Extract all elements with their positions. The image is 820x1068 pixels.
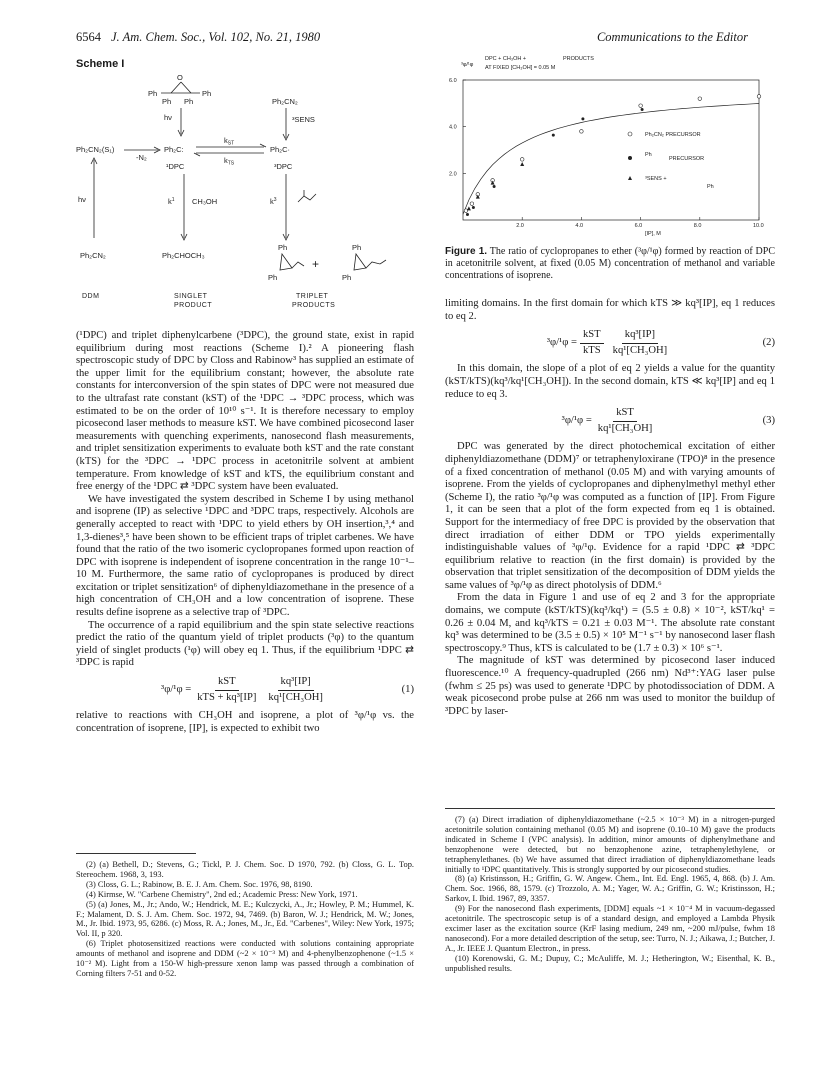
paragraph: We have investigated the system described in Scheme I by using methanol and isoprene (IP) as selective ¹DPC and ³DPC traps, respectively. Alcohols are generally accepted to react with ¹DPC to yield ethers by OH insertion,³,⁴ and 1,3-dienes³,⁵ have been shown to be efficient traps of triplet carbenes. We have found that the ratio of the two isomeric cyclopropanes formed upon reaction of DPC with isoprene is independent of isoprene concentration in the range 10⁻¹–10 M. Furthermore, the same ratio of cyclopropanes is produced by direct excitation or triplet sensitization⁶ of diphenyldiazomethane in the presence of a high concentration of CH₃OH and a low concentration of isoprene. These results define isoprene as a selective trap of ³DPC.	[76, 493, 414, 619]
x-tick-label: 2.0	[516, 223, 524, 229]
legend-line-1: DPC + CH₃OH +	[485, 56, 527, 62]
data-point-tpo	[552, 134, 555, 137]
scheme-text: $k^3$	[270, 197, 277, 206]
data-point-ph2cn2	[698, 97, 702, 101]
x-tick-label: 6.0	[634, 223, 643, 229]
key-label: Ph₂CN₂ PRECURSOR	[645, 132, 701, 138]
equation-number: (1)	[401, 683, 414, 695]
scheme-text: Ph	[352, 243, 362, 252]
paragraph: limiting domains. In the first domain for which kTS ≫ kq³[IP], eq 1 reduces to eq 2.	[445, 298, 775, 322]
eq-num: kST	[613, 407, 637, 422]
caption-label: Figure 1.	[445, 246, 488, 257]
y-axis-label: ³φ/¹φ	[461, 62, 474, 68]
footnote-rule	[445, 808, 775, 809]
data-point-sens	[520, 162, 524, 166]
data-point-ph2cn2	[580, 130, 584, 134]
scheme-text: Ph	[148, 89, 158, 98]
fit-curve	[463, 104, 759, 215]
data-point-ph2cn2	[639, 104, 643, 108]
eq-num: kq³[IP]	[278, 676, 314, 691]
eq-num: kq³[IP]	[622, 329, 658, 344]
scheme-text: hν	[164, 113, 172, 122]
legend-line-2: AT FIXED [CH₃OH] = 0.05 M	[485, 65, 556, 71]
scheme-text: Ph₂CHOCH₃	[162, 251, 205, 260]
data-point-ph2cn2	[520, 158, 524, 162]
paragraph: The magnitude of kST was determined by picosecond laser induced fluorescence.¹⁰ A frequency-quadrupled (266 nm) Nd³⁺:YAG laser pulse (fwhm ≤ 25 ps) was used to generate ¹DPC by photodissociation of DDM. A weak picosecond probe pulse at 266 nm was used to monitor the buildup of ³DPC by laser-	[445, 655, 775, 717]
cyclopropane-icon	[280, 254, 292, 270]
scheme-text: PRODUCTS	[292, 302, 336, 309]
data-point-tpo	[641, 108, 644, 111]
scheme-text: Ph	[278, 243, 288, 252]
scheme-text: Ph	[342, 273, 352, 282]
footnote-rule	[76, 853, 196, 854]
plot-frame	[463, 80, 759, 220]
caption-text: The ratio of cyclopropanes to ether (³φ/¹φ) formed by reaction of DPC in acetonitrile solvent, at fixed (0.05 M) concentration of methanol and variable concentrations of isoprene.	[445, 246, 775, 281]
eq-den: kq¹[CH₃OH]	[268, 691, 323, 703]
eq-num: kST	[215, 676, 239, 691]
footnotes-right	[445, 815, 775, 974]
x-tick-label: 8.0	[693, 223, 702, 229]
key-marker-filled	[628, 156, 632, 160]
scheme-text: CH₃OH	[192, 197, 218, 206]
paragraph: The occurrence of a rapid equilibrium and the spin state selective reactions predict the ratio of the quantum yield of triplet products (³φ) to the quantum yield of singlet products (¹φ) will obey eq 1. Thus, if the equilibrium ¹DPC ⇄ ³DPC is rapid	[76, 619, 414, 669]
eq-den: kq¹[CH₃OH]	[597, 422, 653, 434]
cyclopropane-icon	[354, 254, 366, 270]
eq-den: kTS	[582, 344, 601, 356]
x-tick-label: 4.0	[575, 223, 584, 229]
section-title: Communications to the Editor	[596, 30, 748, 44]
scheme-text: ³DPC	[274, 162, 293, 171]
footnote: (10) Korenowski, G. M.; Dupuy, C.; McAuliffe, M. J.; Hetherington, W.; Eisenthal, K. B., unpublished results.	[445, 953, 775, 973]
scheme-text: Ph₂CN₂	[272, 97, 298, 106]
eq-lhs: ³φ/¹φ =	[561, 414, 592, 426]
paragraph: DPC was generated by the direct photochemical excitation of either diphenyldiazomethane (DDM)⁷ or tetraphenyloxirane (TPO)⁸ in the presence of a fixed concentration of methanol (0.05 M) and with varying amounts of isoprene. From the yields of cyclopropanes and diphenylmethyl methyl ether (Scheme I), the ratio ³φ/¹φ was computed as a function of [IP]. From Figure 1, it can be seen that a plot of the form expected from eq 1 is obtained. Support for the intermediacy of free DPC is provided by the observation that direct irradiation of either DDM or TPO yields experimentally indistinguishable values of ³φ/¹φ. Evidence for a rapid ¹DPC ⇄ ³DPC equilibrium relative to reaction (in the first domain) is provided by the observation that triplet sensitization of the decomposition of DDM yields the same values of ³φ/¹φ as direct photolysis of DDM.⁶	[445, 441, 775, 591]
right-column	[445, 298, 775, 718]
scheme-text: hν	[78, 195, 86, 204]
key-label: PRECURSOR	[669, 156, 705, 162]
reaction-scheme	[76, 70, 414, 320]
equation-number: (2)	[762, 336, 775, 348]
scheme-text: +	[312, 257, 320, 271]
key-label: Ph	[645, 152, 652, 158]
data-point-ph2cn2	[464, 209, 468, 213]
data-point-tpo	[493, 185, 496, 188]
footnote: (7) (a) Direct irradiation of diphenyldiazomethane (~2.5 × 10⁻³ M) in a nitrogen-purged acetonitrile solution containing methanol (0.05 M) and isoprene (0.10–10 M) gave the products indicated in Scheme I (VPC analysis). In addition, minor amounts of diphenylmethane and benzophenone were detected, but no benzophenone azine, tetraphenylethylene, or tetraphenylethanes. (b) We have assumed that direct irradiation of diphenyldiazomethane leads initially to ¹DPC quantitatively. This is strongly supported by our picosecond studies.	[445, 815, 775, 874]
scheme-text: Ph	[184, 97, 194, 106]
isoprene-icon	[298, 194, 316, 202]
key-label: Ph	[707, 184, 714, 190]
equation-2	[445, 329, 775, 357]
scheme-text: O	[177, 73, 183, 82]
eq-lhs: ³φ/¹φ =	[546, 336, 577, 348]
running-header-left	[76, 30, 320, 45]
footnote: (6) Triplet photosensitized reactions were conducted with solutions containing appropriate amounts of methanol and isoprene and DDM (~2 × 10⁻³ M) and 4-phenylbenzophenone (~1.5 × 10⁻² M). Light from a 150-W high-pressure xenon lamp was passed through a combination of Corning filters 7-51 and 0-52.	[76, 939, 414, 978]
legend-arrow: PRODUCTS	[563, 56, 594, 62]
scheme-text: $k^1$	[168, 197, 175, 206]
y-tick-label: 4.0	[449, 124, 457, 131]
key-marker-open	[628, 132, 632, 136]
data-point-sens	[467, 206, 471, 210]
data-point-tpo	[472, 206, 475, 209]
scheme-text: Ph₂CN₂(S₁)	[76, 145, 115, 154]
scheme-text: -N₂	[136, 153, 147, 162]
figure-1-chart	[445, 50, 775, 240]
scheme-text: Ph₂C:	[164, 145, 184, 154]
eq-den: kq¹[CH₃OH]	[612, 344, 668, 356]
equation-3	[445, 407, 775, 435]
scheme-text: Ph₂C·	[270, 145, 290, 154]
key-label: ³SENS +	[645, 176, 667, 182]
scheme-text: ³SENS	[292, 115, 315, 124]
footnote: (5) (a) Jones, M., Jr.; Ando, W.; Hendrick, M. E.; Kulczycki, A., Jr.; Howley, P. M.; Hummel, K. F.; Malament, D. S. J. Am. Chem. Soc. 1972, 94, 7469. (b) Baron, W. J.; Hendrick, M. W.; Jones, M., Jr. Ibid. 1973, 95, 6286. (c) Moss, R. A.; Jones, M., Jr., Ed. "Carbenes", Wiley: New York, 1975; Vol. II, p 320.	[76, 899, 414, 939]
scheme-text: Ph	[202, 89, 212, 98]
scheme-text: SINGLET	[174, 293, 208, 300]
scheme-text: Ph	[268, 273, 278, 282]
data-point-tpo	[581, 117, 584, 120]
footnote: (9) For the nanosecond flash experiments, [DDM] equals ~1 × 10⁻⁴ M in vacuum-degassed acetonitrile. The spectroscopic setup is of a standard design, and employed a Lambda Physik excimer laser as the excitation source (KrF lasing medium, 249 nm, ~200 mJ/pulse, fwhm 18 nanosecond). For a more detailed description of the setup, see: Turro, N. J.; Aikawa, J.; Butcher, J. A., Jr. IEEE J. Quantum Electron., in press.	[445, 904, 775, 953]
scheme-title: Scheme I	[76, 58, 125, 70]
scheme-text: TRIPLET	[296, 293, 329, 300]
footnote: (8) (a) Kristinsson, H.; Griffin, G. W. Angew. Chem., Int. Ed. Engl. 1965, 4, 868. (b) J. Am. Chem. Soc. 1966, 88, 1579. (c) Trozzolo, A. M.; Yager, W. A.; Griffin, G. W.; Kristinsson, H.; Sarkov, I. Ibid. 1967, 89, 3357.	[445, 874, 775, 904]
scheme-text: PRODUCT	[174, 302, 213, 309]
figure-caption	[445, 246, 775, 281]
footnotes-left	[76, 860, 414, 979]
paragraph: In this domain, the slope of a plot of eq 2 yields a value for the quantity (kST/kTS)(kq³/kq¹[CH₃OH]). In the second domain, kTS ≪ kq³[IP] and eq 1 reduce to eq 3.	[445, 363, 775, 400]
scheme-text: $k_{ST}$	[224, 136, 235, 147]
key-marker-triangle	[628, 176, 632, 180]
data-point-ph2cn2	[757, 95, 761, 99]
scheme-text: $k_{TS}$	[224, 156, 235, 167]
scheme-text: Ph	[162, 97, 172, 106]
footnote: (4) Kirmse, W. "Carbene Chemistry", 2nd ed.; Academic Press: New York, 1971.	[86, 889, 358, 899]
scheme-text: ¹DPC	[166, 162, 185, 171]
equation-1	[76, 676, 414, 704]
x-axis-label: [IP], M	[645, 231, 661, 237]
left-column	[76, 330, 414, 735]
equation-number: (3)	[762, 414, 775, 426]
data-point-ph2cn2	[470, 202, 474, 206]
footnote: (3) Closs, G. L.; Rabinow, B. E. J. Am. Chem. Soc. 1976, 98, 8190.	[86, 879, 313, 889]
y-tick-label: 6.0	[449, 78, 457, 84]
scheme-text: DDM	[82, 293, 100, 300]
paragraph: relative to reactions with CH₃OH and isoprene, a plot of ³φ/¹φ vs. the concentration of isoprene, [IP], is expected to exhibit two	[76, 710, 414, 734]
eq-den: kTS + kq³[IP]	[197, 691, 257, 703]
footnote: (2) (a) Bethell, D.; Stevens, G.; Tickl, P. J. Chem. Soc. D 1970, 792. (b) Closs, G. L. Top. Stereochem. 1968, 3, 193.	[76, 860, 414, 879]
eq-num: kST	[580, 329, 604, 344]
page-number: 6564	[76, 30, 101, 44]
paragraph: From the data in Figure 1 and use of eq 2 and 3 for the appropriate domains, we compute (kST/kTS)(kq³/kq¹) = (5.5 ± 0.8) × 10⁻², kST/kq¹ = 0.26 ± 0.04 M, and kq³/kTS = 0.21 ± 0.03 M⁻¹. The absolute rate constant kq³ was determined to be (3.5 ± 0.5) × 10⁵ M⁻¹ s⁻¹ by nanosecond laser flash spectroscopy.⁹ Thus, kTS is calculated to be (1.7 ± 0.3) × 10⁶ s⁻¹.	[445, 592, 775, 654]
data-point-tpo	[466, 213, 469, 216]
scheme-text: Ph₂CN₂	[80, 251, 106, 260]
paragraph: (¹DPC) and triplet diphenylcarbene (³DPC), the ground state, exist in rapid equilibrium during most reactions (Scheme I).² A pioneering flash spectroscopic study of DPC by Closs and Rabinow³ has supplied an estimate of the upper limit for the equilibrium constant; however, the absolute rate constants for interconversion of the spin states of DPC were not measured due to the ultrafast rate constant (kST) of the ¹DPC → ³DPC process, which was estimated to be on the order of 10¹⁰ s⁻¹. It is therefore necessary to employ picosecond laser methods to measure kST. We have combined picosecond laser measurements with quenching experiments, nanosecond flash measurements, and triplet sensitization experiments to evaluate both kST and the rate constant (kTS) for the ³DPC → ¹DPC process in acetonitrile solvent at ambient temperature. From knowledge of kST and kTS, the equilibrium constant and free energy of the ¹DPC ⇄ ³DPC system have been evaluated.	[76, 330, 414, 493]
x-tick-label: 10.0	[753, 223, 764, 229]
eq-lhs: ³φ/¹φ =	[161, 683, 192, 695]
y-tick-label: 2.0	[449, 171, 457, 178]
journal-citation: J. Am. Chem. Soc., Vol. 102, No. 21, 1980	[111, 30, 321, 44]
